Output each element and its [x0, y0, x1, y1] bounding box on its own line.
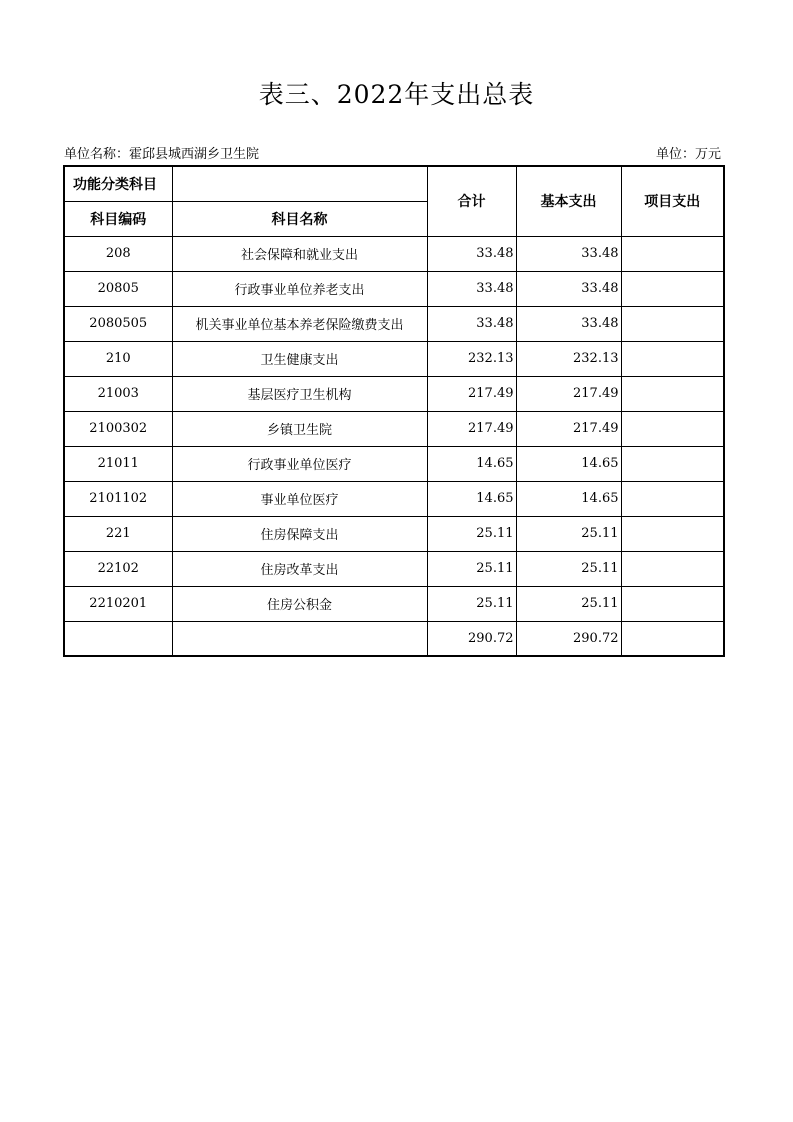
cell-code	[64, 621, 172, 656]
cell-code: 21011	[64, 446, 172, 481]
cell-name: 乡镇卫生院	[172, 411, 427, 446]
cell-name: 行政事业单位养老支出	[172, 271, 427, 306]
cell-code: 208	[64, 236, 172, 271]
cell-total: 33.48	[427, 306, 516, 341]
table-row	[64, 236, 724, 271]
cell-project	[621, 411, 724, 446]
cell-project-sum	[621, 621, 724, 656]
cell-total: 232.13	[427, 341, 516, 376]
cell-project	[621, 341, 724, 376]
cell-total: 25.11	[427, 551, 516, 586]
cell-name: 住房保障支出	[172, 516, 427, 551]
cell-code: 20805	[64, 271, 172, 306]
cell-code: 22102	[64, 551, 172, 586]
header-subject-code: 科目编码	[64, 201, 172, 236]
cell-name	[172, 621, 427, 656]
table-row	[64, 376, 724, 411]
cell-project	[621, 271, 724, 306]
cell-total: 14.65	[427, 481, 516, 516]
table-row	[64, 306, 724, 341]
cell-basic: 33.48	[516, 271, 621, 306]
table-body	[64, 236, 724, 656]
cell-basic: 33.48	[516, 306, 621, 341]
cell-name: 事业单位医疗	[172, 481, 427, 516]
cell-name: 住房公积金	[172, 586, 427, 621]
cell-name: 住房改革支出	[172, 551, 427, 586]
table-row	[64, 516, 724, 551]
cell-code: 221	[64, 516, 172, 551]
cell-total: 14.65	[427, 446, 516, 481]
cell-total: 25.11	[427, 586, 516, 621]
header-project-expenditure: 项目支出	[621, 166, 724, 236]
table-row	[64, 586, 724, 621]
cell-basic: 14.65	[516, 446, 621, 481]
header-basic-expenditure: 基本支出	[516, 166, 621, 236]
cell-total: 33.48	[427, 271, 516, 306]
cell-name: 机关事业单位基本养老保险缴费支出	[172, 306, 427, 341]
header-function-category: 功能分类科目	[64, 166, 172, 201]
unit-name: 单位名称：霍邱县城西湖乡卫生院	[64, 147, 260, 162]
cell-basic: 25.11	[516, 586, 621, 621]
cell-code: 2080505	[64, 306, 172, 341]
table-row	[64, 446, 724, 481]
cell-project	[621, 516, 724, 551]
cell-basic: 217.49	[516, 376, 621, 411]
cell-total: 33.48	[427, 236, 516, 271]
cell-project	[621, 306, 724, 341]
page-title: 表三、2022年支出总表	[258, 80, 535, 109]
cell-basic: 33.48	[516, 236, 621, 271]
cell-basic-sum: 290.72	[516, 621, 621, 656]
cell-basic: 25.11	[516, 551, 621, 586]
cell-project	[621, 586, 724, 621]
cell-project	[621, 446, 724, 481]
table-row	[64, 271, 724, 306]
table-row	[64, 551, 724, 586]
cell-name: 基层医疗卫生机构	[172, 376, 427, 411]
expenditure-table	[63, 165, 725, 657]
table-row	[64, 481, 724, 516]
cell-name: 卫生健康支出	[172, 341, 427, 376]
cell-basic: 232.13	[516, 341, 621, 376]
cell-total-sum: 290.72	[427, 621, 516, 656]
header-total: 合计	[427, 166, 516, 236]
cell-code: 21003	[64, 376, 172, 411]
cell-code: 2100302	[64, 411, 172, 446]
total-row	[64, 621, 724, 656]
cell-total: 217.49	[427, 411, 516, 446]
header-subject-name: 科目名称	[172, 201, 427, 236]
cell-total: 217.49	[427, 376, 516, 411]
cell-project	[621, 551, 724, 586]
table-row	[64, 341, 724, 376]
cell-code: 2210201	[64, 586, 172, 621]
table-row	[64, 411, 724, 446]
header-blank	[172, 166, 427, 201]
unit-label: 单位：万元	[655, 147, 721, 162]
cell-name: 社会保障和就业支出	[172, 236, 427, 271]
cell-basic: 14.65	[516, 481, 621, 516]
cell-code: 210	[64, 341, 172, 376]
cell-project	[621, 376, 724, 411]
cell-basic: 217.49	[516, 411, 621, 446]
cell-code: 2101102	[64, 481, 172, 516]
cell-project	[621, 481, 724, 516]
cell-project	[621, 236, 724, 271]
cell-name: 行政事业单位医疗	[172, 446, 427, 481]
cell-basic: 25.11	[516, 516, 621, 551]
cell-total: 25.11	[427, 516, 516, 551]
